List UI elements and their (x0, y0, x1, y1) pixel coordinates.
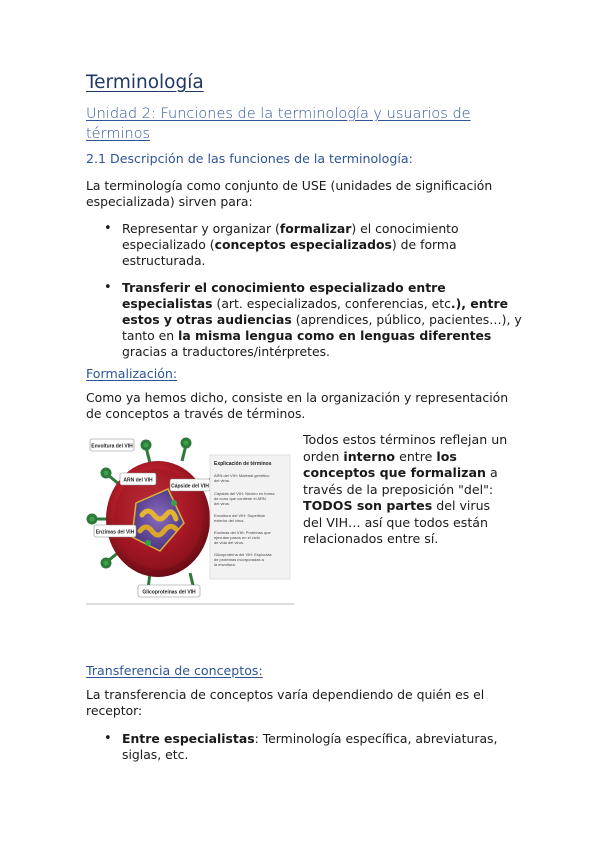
svg-text:Enzimas del VIH: Enzimas del VIH (95, 529, 135, 536)
section-heading: 2.1 Descripción de las funciones de la terminología: (86, 151, 413, 166)
bullet-marker: • (104, 731, 112, 746)
bullet-item-formalizar: Representar y organizar (formalizar) el conocimiento especializado (conceptos especializados) de forma estructurada. (122, 221, 459, 268)
formalizacion-paragraph: Como ya hemos dicho, consiste en la organización y representación de conceptos a través de términos. (86, 390, 509, 421)
transferencia-paragraph: La transferencia de conceptos varía dependiendo de quién es el receptor: (86, 687, 485, 718)
bullet-item-transferir: Transferir el conocimiento especializado entre especialistas (art. especializados, conferencias, etc.), entre estos y otras audiencias (aprendices, público, pacientes…), y tanto en la misma lengua como en lenguas diferentes gracias a traductores/intérpretes. (122, 280, 522, 359)
bullet-marker: • (104, 221, 112, 236)
svg-text:Envoltura del VIH: Superficie: Envoltura del VIH: Superficie (214, 513, 266, 518)
svg-text:la envoltura.: la envoltura. (214, 562, 236, 567)
svg-text:Glicoproteínas del VIH: Glicoproteínas del VIH (142, 589, 196, 596)
svg-text:Explicación de términos: Explicación de términos (214, 461, 272, 467)
svg-text:ejecutan pasos en el ciclo: ejecutan pasos en el ciclo (214, 535, 260, 540)
bullet-marker: • (104, 280, 112, 295)
bullet-item-especialistas: Entre especialistas: Terminología específica, abreviaturas, siglas, etc. (122, 731, 498, 762)
svg-text:de cono que contiene el ARN: de cono que contiene el ARN (214, 496, 266, 501)
intro-paragraph: La terminología como conjunto de USE (unidades de significación especializada) sirven para: (86, 178, 493, 209)
svg-text:de vida del virus.: de vida del virus. (214, 540, 245, 545)
svg-text:Glicoproteína del VIH: Espícul: Glicoproteína del VIH: Espículas (214, 552, 272, 557)
svg-text:Envoltura del VIH: Envoltura del VIH (91, 443, 133, 450)
unit-heading: Unidad 2: Funciones de la terminología y usuarios de términos (86, 106, 471, 142)
svg-text:de proteínas incorporadas a: de proteínas incorporadas a (214, 557, 264, 562)
figure-description: Todos estos términos reflejan un orden interno entre los conceptos que formalizan a través de la preposición "del": TODOS son partes del virus del VIH… así que todos están relacionados entre sí. (303, 432, 508, 546)
svg-text:ARN del VIH: Material genético: ARN del VIH: Material genético (214, 473, 270, 478)
page-title: Terminología (86, 72, 204, 93)
svg-text:exterior del virus.: exterior del virus. (214, 518, 245, 523)
svg-text:del virus.: del virus. (214, 478, 231, 483)
svg-text:Cápside del VIH: Cápside del VIH (171, 483, 209, 490)
formalizacion-heading: Formalización: (86, 366, 178, 381)
svg-text:Enzimas del VIH: Proteínas que: Enzimas del VIH: Proteínas que (214, 530, 271, 535)
transferencia-heading: Transferencia de conceptos: (86, 663, 263, 678)
svg-text:del virus.: del virus. (214, 501, 231, 506)
svg-text:Cápside del VIH: Núcleo en for: Cápside del VIH: Núcleo en forma (214, 491, 275, 496)
hiv-virus-figure (86, 433, 294, 605)
svg-text:ARN del VIH: ARN del VIH (123, 477, 153, 484)
